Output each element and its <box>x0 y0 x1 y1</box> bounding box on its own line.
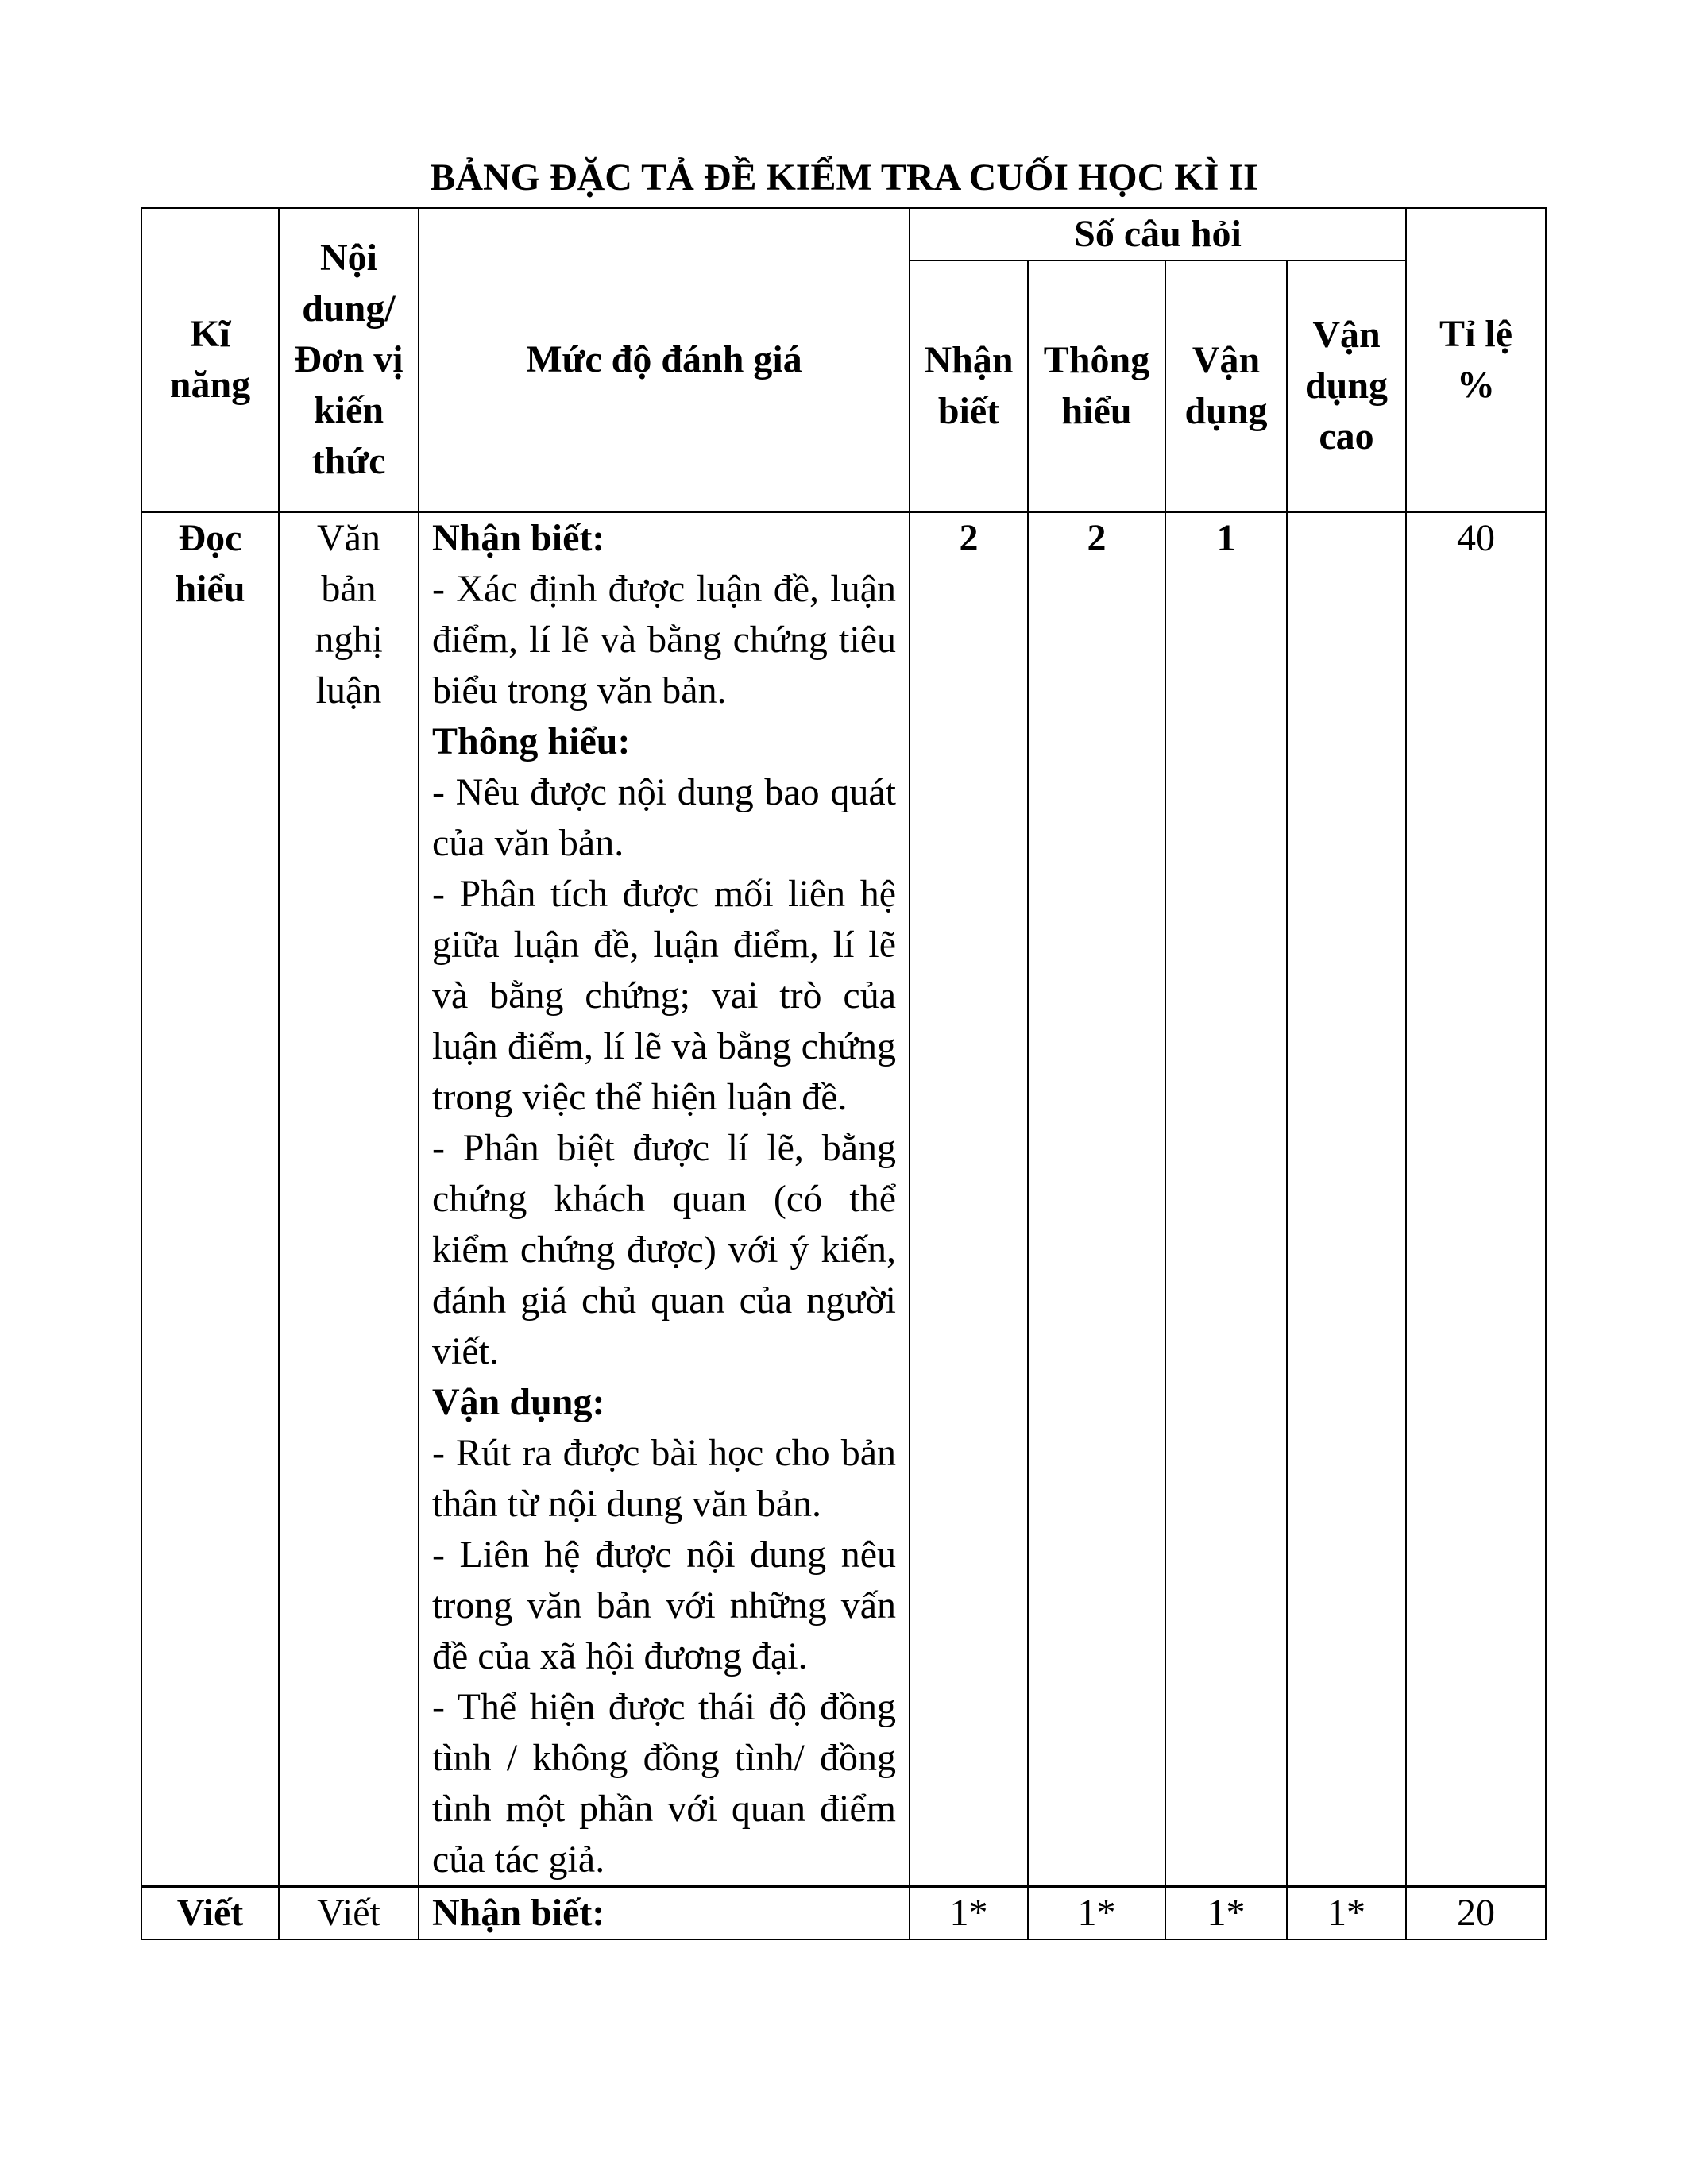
cell-apply: 1 <box>1165 512 1287 1887</box>
header-level: Mức độ đánh giá <box>419 208 910 512</box>
cell-ratio: 40 <box>1406 512 1546 1887</box>
header-ratio: Tỉ lệ % <box>1406 208 1546 512</box>
specification-table <box>141 207 1547 1940</box>
criterion: - Nêu được nội dung bao quát của văn bản. <box>432 771 896 864</box>
criterion: - Liên hệ được nội dung nêu trong văn bản với những vấn đề của xã hội đương đại. <box>432 1534 896 1677</box>
header-content: Nội dung/ Đơn vị kiến thức <box>279 208 419 512</box>
cell-understand: 1* <box>1028 1887 1165 1940</box>
cell-understand: 2 <box>1028 512 1165 1887</box>
criterion: - Xác định được luận đề, luận điểm, lí lẽ và bằng chứng tiêu biểu trong văn bản. <box>432 568 896 712</box>
table-row <box>141 512 1546 1887</box>
document-title: BẢNG ĐẶC TẢ ĐỀ KIỂM TRA CUỐI HỌC KÌ II <box>430 156 1258 199</box>
level-heading: Nhận biết: <box>432 517 605 559</box>
cell-skill: Viết <box>141 1887 279 1940</box>
level-heading: Nhận biết: <box>419 1887 910 1940</box>
criterion: - Phân biệt được lí lẽ, bằng chứng khách quan (có thể kiểm chứng được) với ý kiến, đánh giá chủ quan của người viết. <box>432 1127 896 1372</box>
criterion: - Phân tích được mối liên hệ giữa luận đề, luận điểm, lí lẽ và bằng chứng; vai trò của luận điểm, lí lẽ và bằng chứng trong việc thể hiện luận đề. <box>432 873 896 1118</box>
cell-recognize: 1* <box>910 1887 1028 1940</box>
cell-apply: 1* <box>1165 1887 1287 1940</box>
header-questions: Số câu hỏi <box>910 208 1406 260</box>
header-understand: Thông hiểu <box>1028 260 1165 512</box>
cell-content: Viết <box>279 1887 419 1940</box>
header-apply-high: Vận dụng cao <box>1287 260 1406 512</box>
criterion: - Thể hiện được thái độ đồng tình / không đồng tình/ đồng tình một phần với quan điểm của tác giả. <box>432 1686 896 1881</box>
cell-recognize: 2 <box>910 512 1028 1887</box>
header-recognize: Nhận biết <box>910 260 1028 512</box>
cell-content: Văn bản nghị luận <box>279 512 419 1887</box>
criterion: - Rút ra được bài học cho bản thân từ nội dung văn bản. <box>432 1432 896 1525</box>
level-heading: Vận dụng: <box>432 1381 605 1423</box>
cell-skill: Đọc hiểu <box>141 512 279 1887</box>
header-row-1 <box>141 208 1546 260</box>
cell-apply-high: 1* <box>1287 1887 1406 1940</box>
cell-description <box>419 512 910 1887</box>
level-heading: Thông hiểu: <box>432 720 631 762</box>
header-apply: Vận dụng <box>1165 260 1287 512</box>
header-skill: Kĩ năng <box>141 208 279 512</box>
cell-ratio: 20 <box>1406 1887 1546 1940</box>
table-row <box>141 1887 1546 1940</box>
cell-apply-high <box>1287 512 1406 1887</box>
